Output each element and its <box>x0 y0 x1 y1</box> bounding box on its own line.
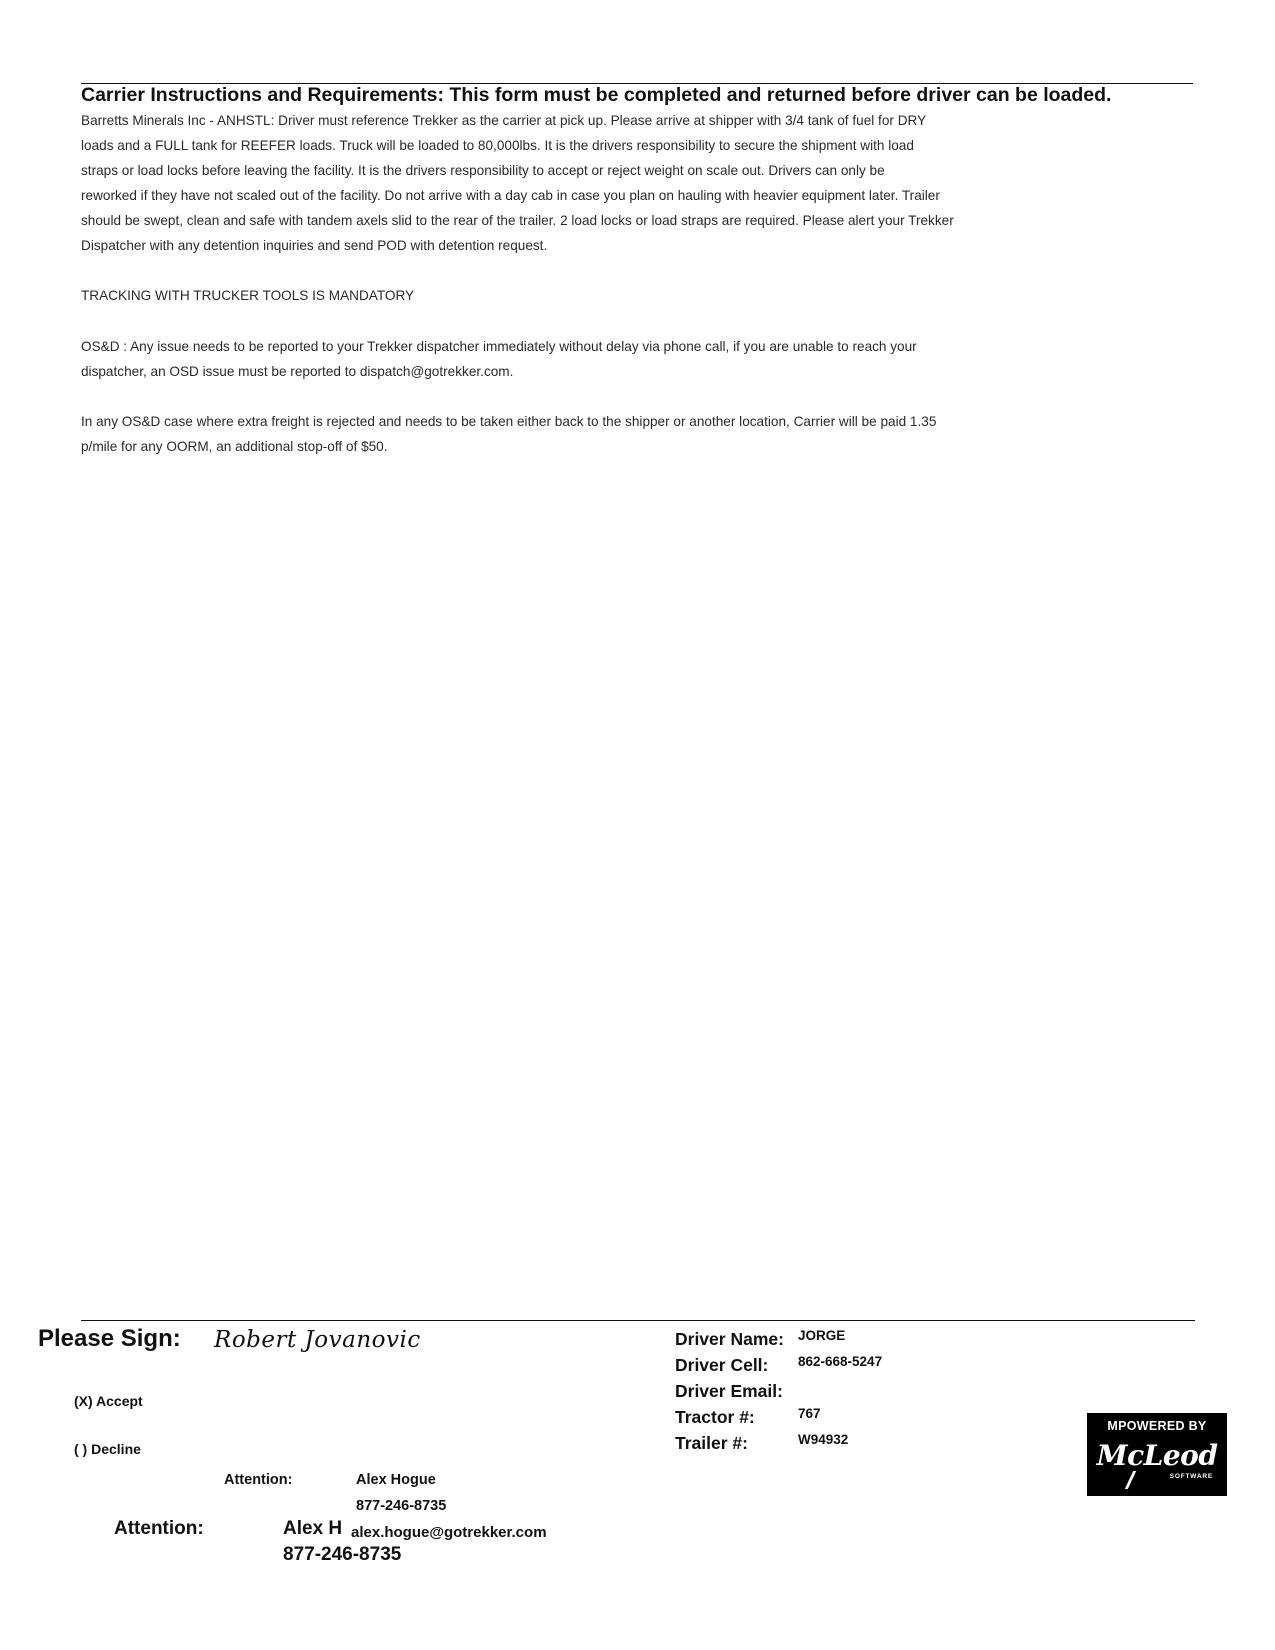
attention-phone: 877-246-8735 <box>356 1498 447 1514</box>
trailer-label: Trailer #: <box>675 1433 748 1453</box>
driver-cell-value: 862-668-5247 <box>798 1354 883 1369</box>
tractor-value: 767 <box>798 1406 821 1421</box>
mcleod-logo <box>1087 1413 1227 1496</box>
attention-email[interactable]: alex.hogue@gotrekker.com <box>351 1524 547 1541</box>
attention-name: Alex Hogue <box>356 1472 436 1488</box>
instructions-line: Barretts Minerals Inc - ANHSTL: Driver must reference Trekker as the carrier at pick up. Please arrive at shipper with 3/4 tank of fuel for DRY <box>81 113 927 128</box>
osd-line: OS&D : Any issue needs to be reported to your Trekker dispatcher immediately without delay via phone call, if you are unable to reach your <box>81 339 917 354</box>
signature-field[interactable]: Robert Jovanovic <box>214 1327 421 1353</box>
driver-name-value: JORGE <box>798 1328 846 1343</box>
instructions-heading: Carrier Instructions and Requirements: This form must be completed and returned before driver can be loaded. <box>81 84 1112 106</box>
driver-name-label: Driver Name: <box>675 1329 784 1349</box>
tractor-label: Tractor #: <box>675 1407 755 1427</box>
attention-label: Attention: <box>224 1472 293 1488</box>
instructions-line: should be swept, clean and safe with tandem axels slid to the rear of the trailer. 2 load locks or load straps are required. Please alert your Trekker <box>81 213 954 228</box>
logo-wordmark: McLeod <box>1096 1439 1218 1472</box>
driver-cell-label: Driver Cell: <box>675 1355 769 1375</box>
accept-option[interactable]: (X) Accept <box>74 1393 143 1409</box>
logo-slash-icon <box>1125 1471 1136 1489</box>
attention-phone-large: 877-246-8735 <box>283 1544 402 1565</box>
instructions-line: loads and a FULL tank for REEFER loads. Truck will be loaded to 80,000lbs. It is the drivers responsibility to secure the shipment with load <box>81 138 914 153</box>
instructions-line: reworked if they have not scaled out of the facility. Do not arrive with a day cab in case you plan on hauling with heavier equipment later. Trailer <box>81 188 940 203</box>
attention-label-large: Attention: <box>114 1518 204 1539</box>
logo-tagline: MPOWERED BY <box>1107 1419 1207 1433</box>
please-sign-label: Please Sign: <box>38 1325 181 1352</box>
driver-email-label: Driver Email: <box>675 1381 783 1401</box>
signature-divider <box>81 1320 1195 1321</box>
logo-subtext: SOFTWARE <box>1169 1473 1213 1480</box>
tracking-notice: TRACKING WITH TRUCKER TOOLS IS MANDATORY <box>81 288 415 303</box>
decline-option[interactable]: ( ) Decline <box>74 1441 141 1457</box>
extra-freight-line: p/mile for any OORM, an additional stop-off of $50. <box>81 439 388 454</box>
osd-line: dispatcher, an OSD issue must be reported to dispatch@gotrekker.com. <box>81 364 514 379</box>
attention-name-large: Alex H <box>283 1518 343 1539</box>
instructions-line: Dispatcher with any detention inquiries and send POD with detention request. <box>81 238 548 253</box>
extra-freight-line: In any OS&D case where extra freight is rejected and needs to be taken either back to the shipper or another location, Carrier will be paid 1.35 <box>81 414 937 429</box>
instructions-line: straps or load locks before leaving the facility. It is the drivers responsibility to accept or reject weight on scale out. Drivers can only be <box>81 163 885 178</box>
trailer-value: W94932 <box>798 1432 849 1447</box>
